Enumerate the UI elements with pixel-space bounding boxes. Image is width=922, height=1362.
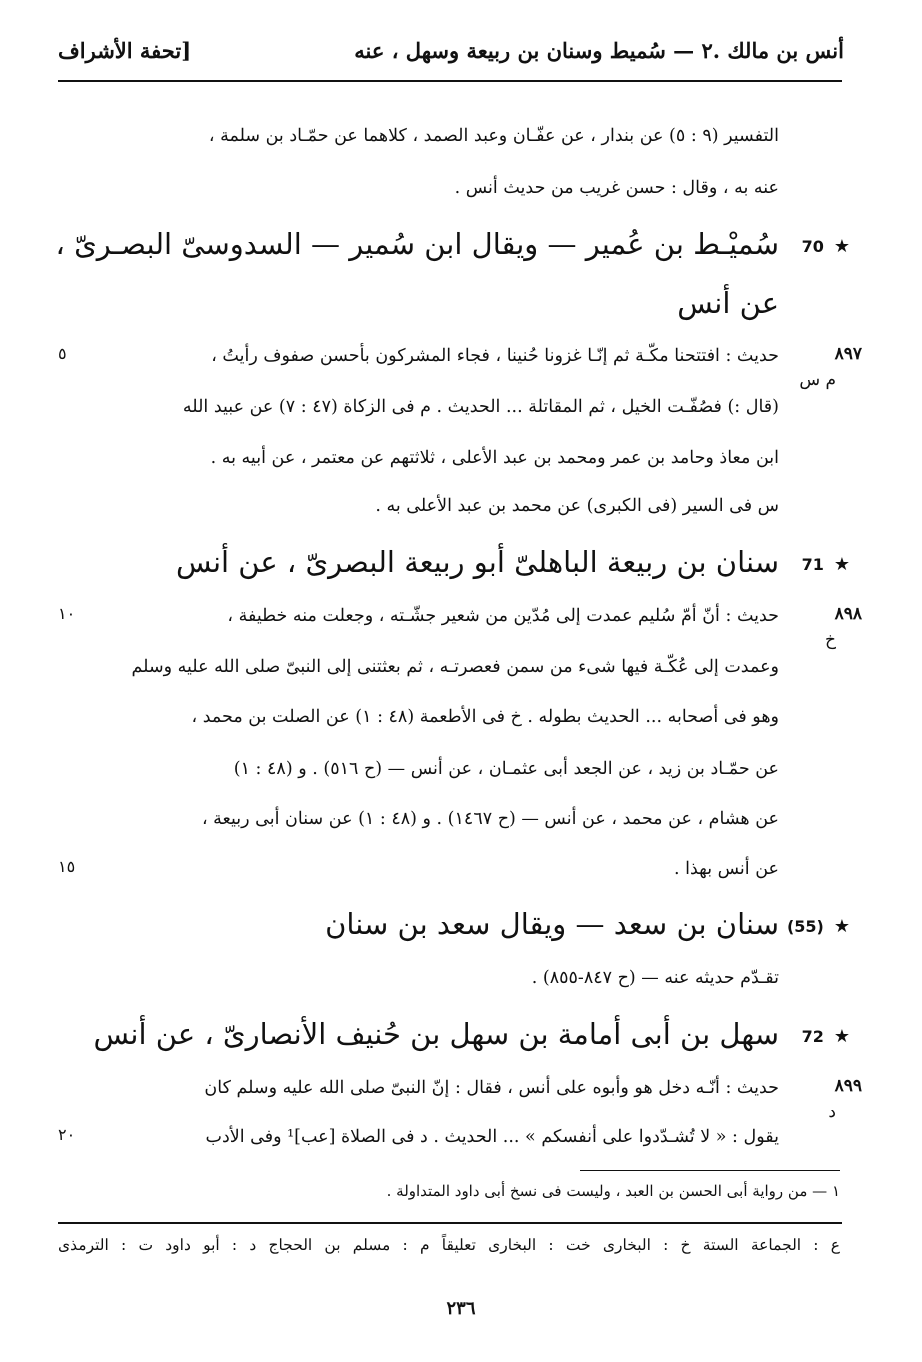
hadith-sigla: د <box>828 1102 836 1122</box>
entry-number-text: 71 <box>801 555 824 574</box>
entry-heading: سنان بن ربيعة الباهلیّ أبو ربيعة البصرىّ ، عن أنس <box>175 545 779 579</box>
footnote: ١ — من رواية أبى الحسن بن العبد ، وليست فى نسخ أبى داود المتداولة . <box>386 1182 840 1200</box>
entry-number-text: (55) <box>786 917 824 936</box>
text-line: تقـدّم حديثه عنه — (ح ٨٤٧-٨٥٥) . <box>531 968 779 988</box>
entry-number <box>802 236 850 257</box>
line-count-marker: ١٥ <box>58 857 76 876</box>
text-line: ابن معاذ وحامد بن عمر ومحمد بن عبد الأعلى ، ثلاثتهم عن معتمر ، عن أبيه به . <box>210 448 779 468</box>
text-line: عن حمّـاد بن زيد ، عن الجعد أبى عثمـان ، عن أنس — (ح ٥١٦) . و (٤٨ : ١) <box>233 759 779 779</box>
hadith-number: ٨٩٩ <box>834 1076 862 1096</box>
entry-number <box>787 916 850 937</box>
running-head-right: أنس بن مالك .٢ — سُميط وسنان بن ربيعة وسهل ، عنه <box>354 38 844 63</box>
line-count-marker: ٢٠ <box>58 1125 76 1144</box>
text-line: وهو فى أصحابه ... الحديث بطوله . خ فى الأطعمة (٤٨ : ١) عن الصلت بن محمد ، <box>191 707 779 727</box>
entry-number-text: 70 <box>801 237 824 256</box>
star-icon: ★ <box>833 554 850 575</box>
text-line: عنه به ، وقال : حسن غريب من حديث أنس . <box>454 178 779 198</box>
running-head-left: [تحفة الأشراف <box>58 38 192 63</box>
hadith-number: ٨٩٨ <box>834 604 862 624</box>
entry-heading: سنان بن سعد — ويقال سعد بن سنان <box>325 907 779 941</box>
entry-heading: سهل بن أبى أمامة بن سهل بن حُنيف الأنصارىّ ، عن أنس <box>93 1017 779 1051</box>
line-count-marker: ١٠ <box>58 604 76 623</box>
text-line: وعمدت إلى عُكّـة فيها شیء من سمن فعصرتـه ، ثم بعثتنى إلى النبیّ صلى الله عليه وسلم <box>131 657 779 677</box>
header-rule <box>58 80 842 82</box>
text-line: س فى السير (فى الكبرى) عن محمد بن عبد الأعلى به . <box>375 496 779 516</box>
entry-number <box>802 554 850 575</box>
text-line: عن هشام ، عن محمد ، عن أنس — (ح ١٤٦٧) . و (٤٨ : ١) عن سنان أبى ربيعة ، <box>201 809 779 829</box>
text-line: (قال :) فصُفّـت الخيل ، ثم المقاتلة ... الحديث . م فى الزكاة (٤٧ : ٧) عن عبيد الله <box>182 397 779 417</box>
footnote-rule <box>580 1170 840 1171</box>
star-icon: ★ <box>833 1026 850 1047</box>
line-count-marker: ٥ <box>58 344 67 363</box>
entry-heading-continued: عن أنس <box>677 286 779 320</box>
text-line: يقول : « لا تُشـدّدوا على أنفسكم » ... الحديث . د فى الصلاة [عب]¹ وفى الأدب <box>205 1127 779 1147</box>
entry-number-text: 72 <box>801 1027 824 1046</box>
entry-heading: سُميْـط بن عُمير — ويقال ابن سُمير — السدوسیّ البصـرىّ ، <box>55 227 779 261</box>
star-icon: ★ <box>833 916 850 937</box>
hadith-sigla: م س <box>799 370 836 390</box>
page-number: ٢٣٦ <box>446 1298 476 1319</box>
text-line: حديث : أنّـه دخل هو وأبوه على أنس ، فقال : إنّ النبیّ صلى الله عليه وسلم كان <box>204 1078 779 1098</box>
hadith-sigla: خ <box>825 630 836 650</box>
legend-rule <box>58 1222 842 1224</box>
entry-number <box>802 1026 850 1047</box>
text-line: التفسير (٩ : ٥) عن بندار ، عن عفّـان وعبد الصمد ، كلاهما عن حمّـاد بن سلمة ، <box>208 126 779 146</box>
text-line: حديث : افتتحنا مكّـة ثم إنّـا غزونا حُنينا ، فجاء المشركون بأحسن صفوف رأيتُ ، <box>211 346 779 366</box>
star-icon: ★ <box>833 236 850 257</box>
hadith-number: ٨٩٧ <box>834 344 862 364</box>
text-line: عن أنس بهذا . <box>673 859 779 879</box>
sigla-legend: ع : الجماعة الستة خ : البخارى خت : البخارى تعليقاً م : مسلم بن الحجاج د : أبو داود ت : الترمذى <box>58 1236 840 1254</box>
text-line: حديث : أنّ أمّ سُليم عمدت إلى مُدّين من شعير جشّـته ، وجعلت منه خطيفة ، <box>227 606 779 626</box>
